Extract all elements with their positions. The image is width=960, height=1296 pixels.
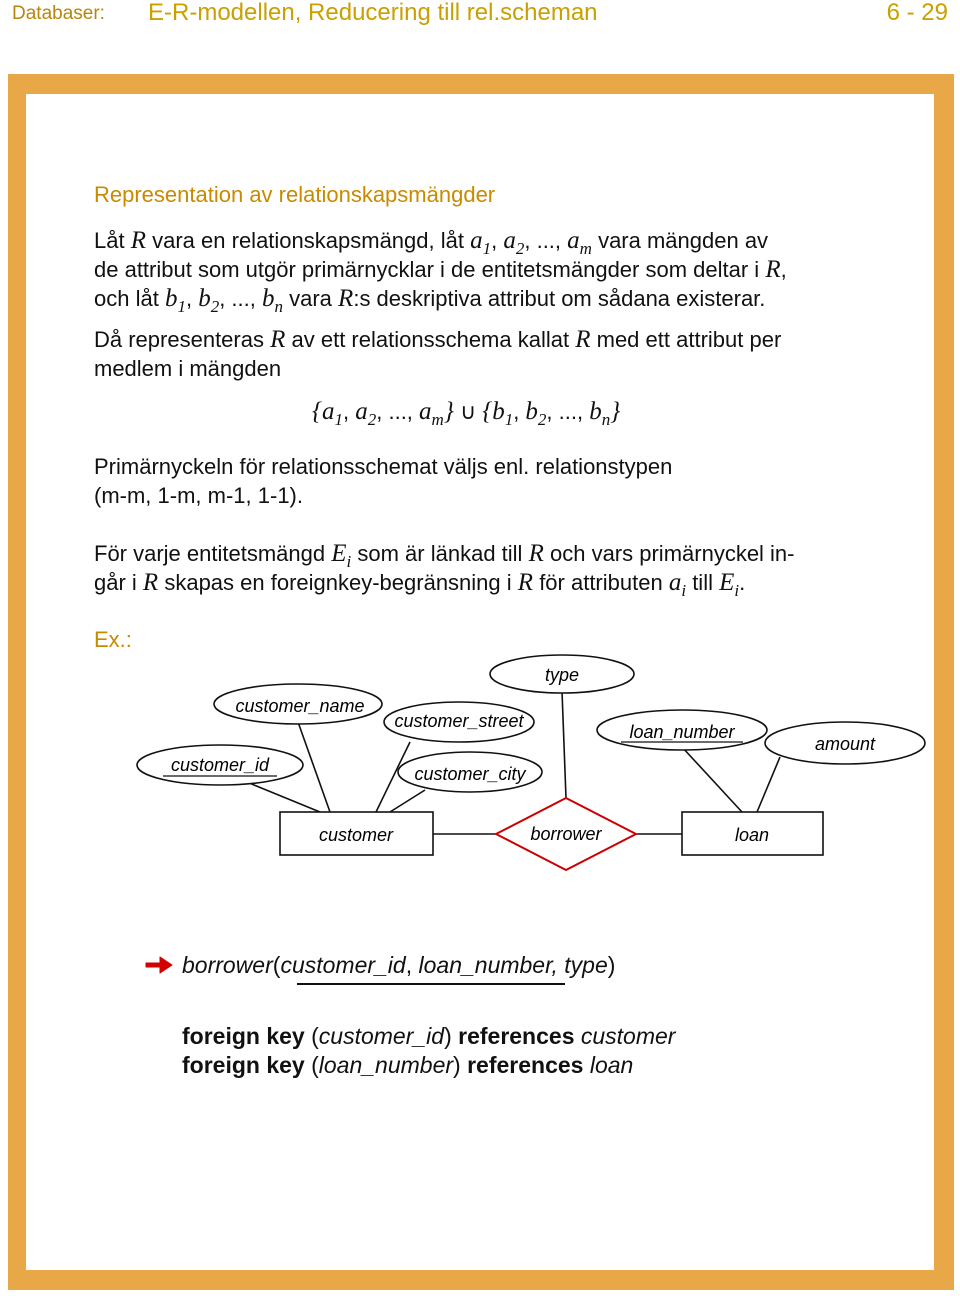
attr-customer-city-label: customer_city bbox=[414, 764, 526, 784]
para1-line2: de attribut som utgör primärnycklar i de entitetsmängder som deltar i R, bbox=[94, 256, 787, 283]
para1-line1: Låt R vara en relationskapsmängd, låt $a_1$, $a_2$, ..., $a_m$ vara mängden av bbox=[94, 227, 769, 258]
para4-line1: För varje entitetsmängd $E_i$ som är länkad till R och vars primärnyckel in- bbox=[94, 540, 795, 571]
right-arrow-icon bbox=[144, 953, 174, 977]
para2-line2: medlem i mängden bbox=[94, 356, 282, 381]
set-formula: {$a_1$, $a_2$, ..., $a_m$} ∪ {$b_1$, $b_2$, ..., $b_n$} bbox=[312, 398, 621, 429]
line-customer-city bbox=[390, 790, 425, 812]
schema-pk-loan-number: loan_number bbox=[418, 952, 552, 978]
entity-customer-label: customer bbox=[318, 825, 394, 845]
section-heading: Representation av relationskapsmängder bbox=[94, 182, 496, 207]
para3-line1: Primärnyckeln för relationsschemat väljs enl. relationstypen bbox=[94, 454, 673, 479]
para3-line2: (m-m, 1-m, m-1, 1-1). bbox=[94, 483, 303, 508]
relation-schema: borrower(customer_id, loan_number, type) bbox=[182, 952, 616, 978]
para4-line2: går i R skapas en foreignkey-begränsning i R för attributen $a_i$ till $E_i$. bbox=[94, 569, 746, 600]
course-label: Databaser: bbox=[12, 3, 105, 24]
attr-loan-number-label: loan_number bbox=[629, 722, 735, 742]
foreign-key-2: foreign key (loan_number) references loan bbox=[182, 1052, 634, 1078]
line-amount bbox=[757, 757, 780, 812]
attr-customer-id-label: customer_id bbox=[170, 755, 270, 775]
schema-pk-customer-id: customer_id bbox=[280, 952, 406, 978]
attr-customer-street-label: customer_street bbox=[394, 711, 524, 731]
para2-line1: Då representeras R av ett relationsschema kallat R med ett attribut per bbox=[94, 326, 782, 353]
relationship-borrower-label: borrower bbox=[530, 824, 602, 844]
line-type bbox=[562, 691, 566, 798]
para1-line3: och låt $b_1$, $b_2$, ..., $b_n$ vara R:s deskriptiva attribut om sådana existerar. bbox=[94, 285, 766, 316]
schema-pk-underline bbox=[297, 983, 565, 985]
slide-title: E-R-modellen, Reducering till rel.scheman bbox=[148, 0, 598, 26]
union-symbol: ∪ bbox=[459, 399, 477, 424]
entity-loan-label: loan bbox=[734, 825, 770, 845]
attr-type-label: type bbox=[544, 665, 580, 685]
page-number: 6 - 29 bbox=[886, 0, 948, 26]
attr-amount-label: amount bbox=[814, 734, 876, 754]
attr-customer-name-label: customer_name bbox=[235, 696, 365, 716]
foreign-key-1: foreign key (customer_id) references customer bbox=[182, 1023, 676, 1049]
example-label: Ex.: bbox=[94, 627, 132, 652]
line-loan-number bbox=[682, 747, 742, 812]
